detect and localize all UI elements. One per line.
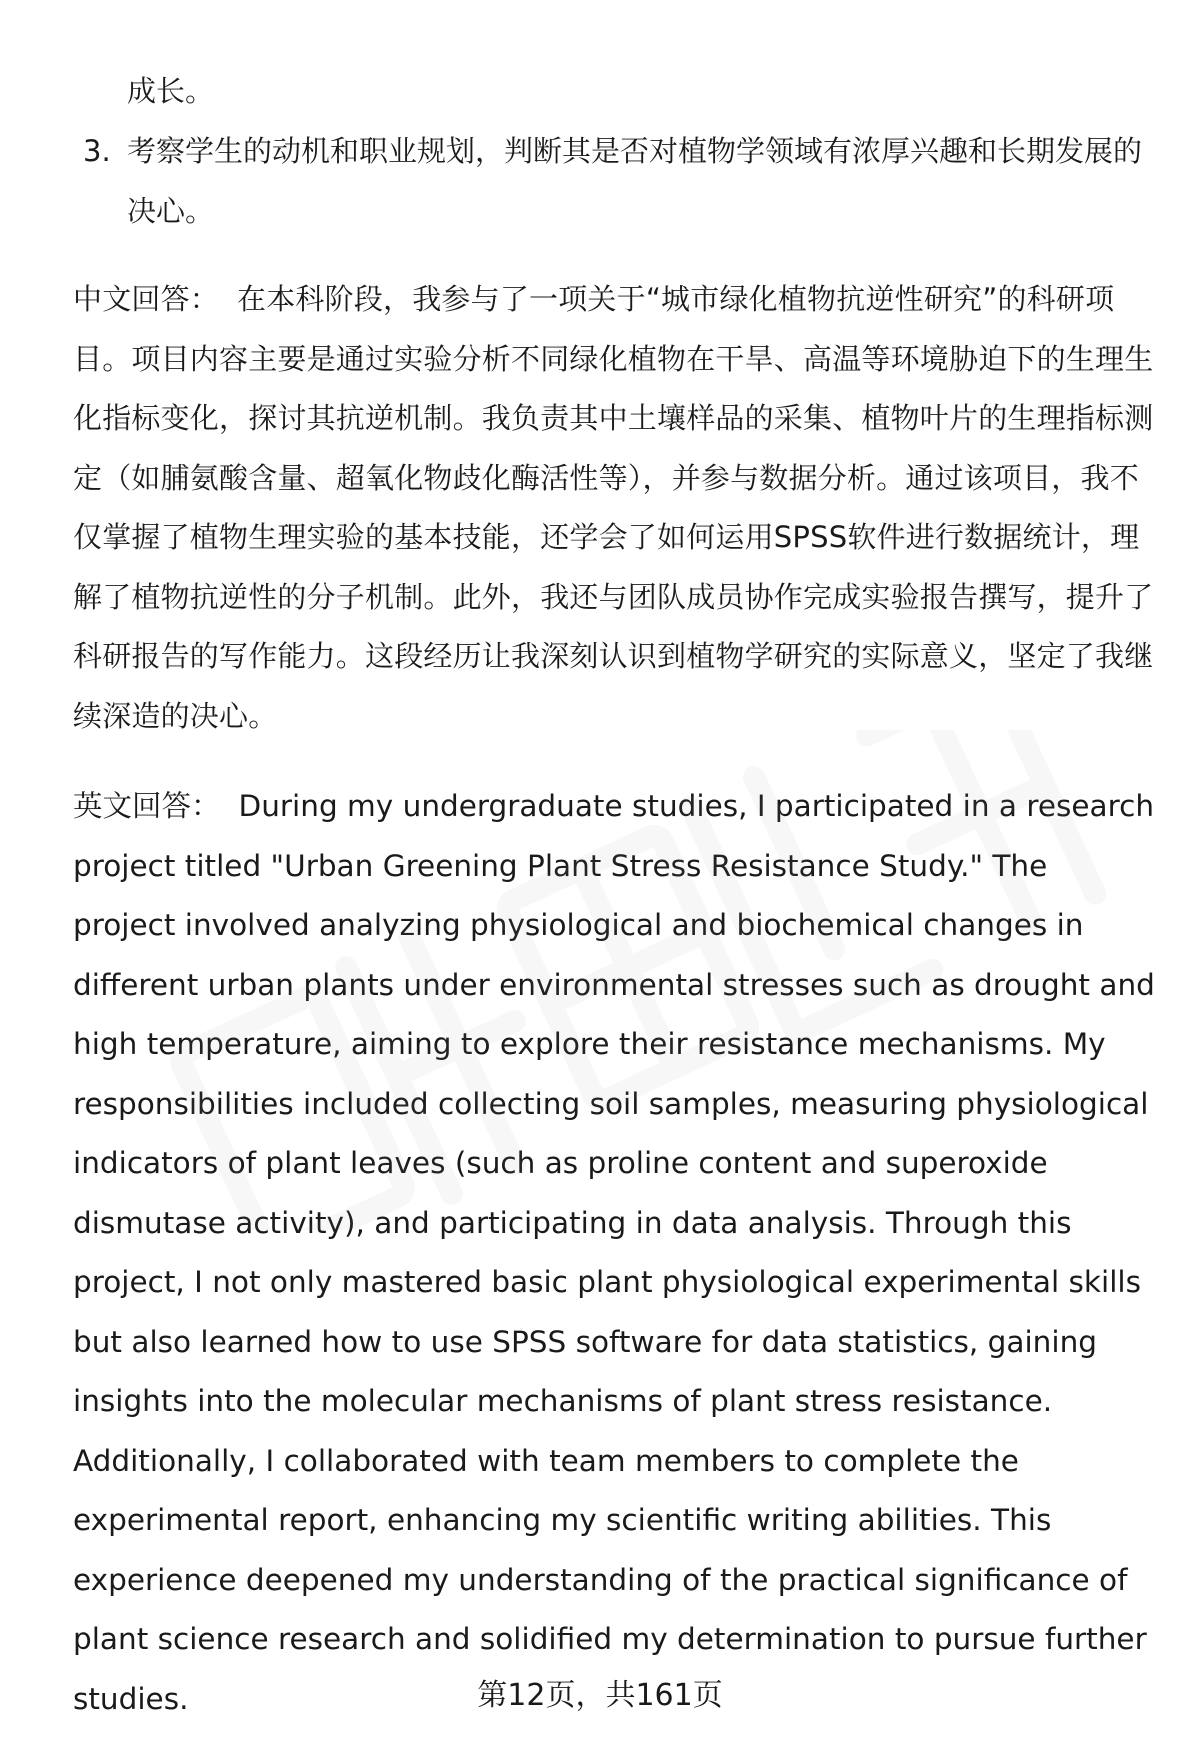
english-answer-paragraph [73,777,1158,1729]
list-item-3 [83,122,1158,241]
chinese-answer-text: 在本科阶段，我参与了一项关于“城市绿化植物抗逆性研究”的科研项目。项目内容主要是通过实验分析不同绿化植物在干旱、高温等环境胁迫下的生理生化指标变化，探讨其抗逆机制。我负责其中土壤样品的采集、植物叶片的生理指标测定（如脯氨酸含量、超氧化物歧化酶活性等），并参与数据分析。通过该项目，我不仅掌握了植物生理实验的基本技能，还学会了如何运用SPSS软件进行数据统计，理解了植物抗逆性的分子机制。此外，我还与团队成员协作完成实验报告撰写，提升了科研报告的写作能力。这段经历让我深刻认识到植物学研究的实际意义，坚定了我继续深造的决心。 [73,282,1154,733]
chinese-answer-paragraph [73,270,1158,746]
chinese-answer-label: 中文回答： [73,282,220,316]
list-number: 3. [83,134,111,168]
list-item-text: 考察学生的动机和职业规划，判断其是否对植物学领域有浓厚兴趣和长期发展的决心。 [127,134,1143,228]
english-answer-label: 英文回答： [73,789,221,823]
english-answer-text: During my undergraduate studies, I participated in a research project titled "Urban Greening Plant Stress Resistance Study." The project involved analyzing physiological and biochemical changes in different urban plants under environmental stresses such as drought and high temperature, aiming to explore their resistance mechanisms. My responsibilities included collecting soil samples, measuring physiological indicators of plant leaves (such as proline content and superoxide dismutase activity), and participating in data analysis. Through this project, I not only mastered basic plant physiological experimental skills but also learned how to use SPSS software for data statistics, gaining insights into the molecular mechanisms of plant stress resistance. Additionally, I collaborated with team members to complete the experimental report, enhancing my scientific writing abilities. This experience deepened my understanding of the practical significance of plant science research and solidified my determination to pursue further studies. [73,789,1155,1716]
continuation-line: 成长。 [127,74,215,108]
page-footer: 第12页，共161页 [477,1678,723,1713]
